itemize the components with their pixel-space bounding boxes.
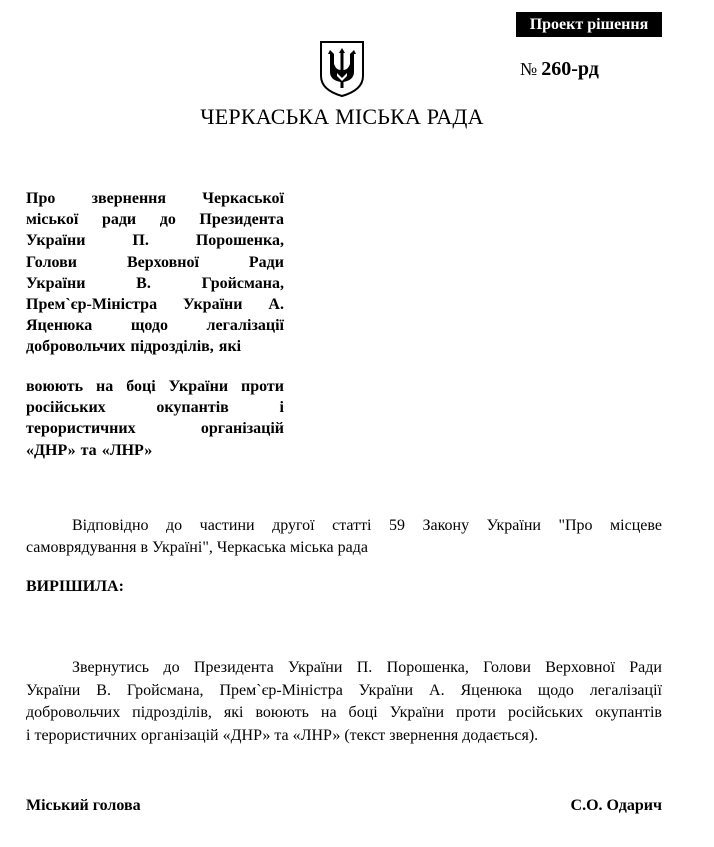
subject-line: «ДНР» та «ЛНР»	[26, 441, 153, 459]
draft-decision-badge: Проект рішення	[516, 12, 662, 37]
legal-basis-paragraph	[26, 515, 662, 559]
paragraph-line: Звернутись до Президента України П. Порошенка, Голови Верховної Ради	[72, 659, 662, 676]
decided-heading: ВИРІШИЛА:	[26, 578, 124, 595]
subject-line: Голови Верховної Ради	[26, 253, 284, 271]
subject-line: міської ради до Президента	[26, 211, 284, 229]
subject-line: терористичних організацій	[26, 420, 284, 438]
paragraph-line: добровольчих підрозділів, які воюють на боці України проти російських окупантів	[26, 704, 662, 721]
paragraph-line: Відповідно до частини другої статті 59 Закону України "Про місцеве	[72, 517, 662, 534]
subject-line: Про звернення Черкаської	[26, 190, 284, 207]
decision-number	[520, 58, 599, 81]
paragraph-line: і терористичних організацій «ДНР» та «ЛНР» (текст звернення додається).	[26, 726, 539, 744]
resolution-paragraph	[26, 657, 662, 747]
subject-line: російських окупантів і	[26, 399, 284, 417]
paragraph-line: України В. Гройсмана, Прем`єр-Міністра України А. Яценюка щодо легалізації	[26, 681, 662, 699]
subject-line: воюють на боці України проти	[26, 378, 284, 395]
council-title: ЧЕРКАСЬКА МІСЬКА РАДА	[200, 104, 484, 129]
subject-line: Яценюка щодо легалізації	[26, 317, 284, 335]
number-sign: №	[520, 59, 538, 79]
paragraph-line: самоврядування в Україні", Черкаська міська рада	[26, 539, 368, 556]
subject-line: добровольчих підрозділів, які	[26, 338, 242, 356]
subject-line: України П. Порошенка,	[26, 232, 284, 250]
subject-line: Прем`єр-Міністра України А.	[26, 296, 284, 314]
subject-line: України В. Гройсмана,	[26, 274, 284, 292]
signatory-position: Міський голова	[26, 797, 141, 814]
trident-coat-of-arms-icon	[318, 40, 366, 98]
decision-subject-part-1	[26, 188, 284, 358]
signatory-name: С.О. Одарич	[570, 797, 662, 814]
decision-subject-part-2	[26, 376, 284, 461]
number-value: 260-рд	[541, 58, 599, 80]
